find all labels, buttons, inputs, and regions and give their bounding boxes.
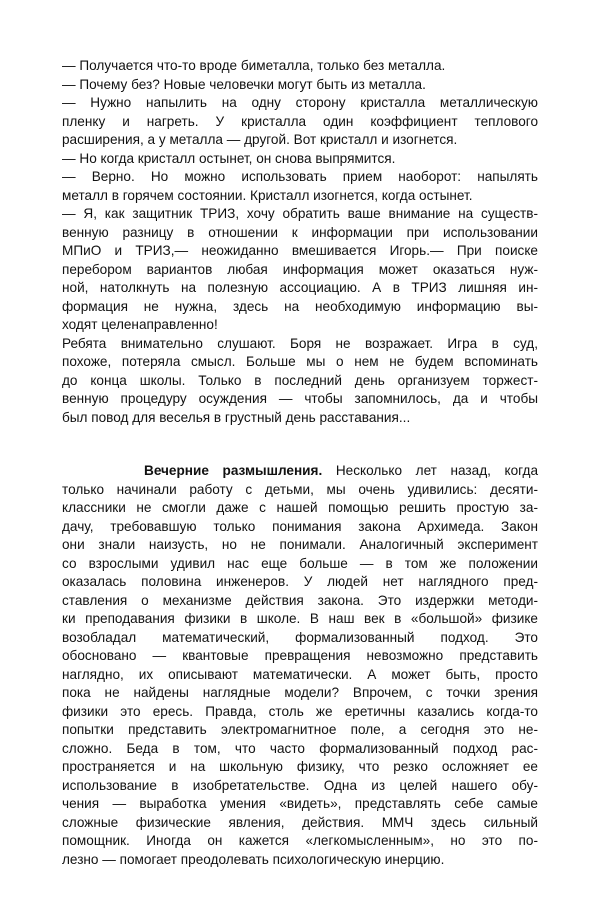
section-first-line-text: Несколько лет назад, когда [322, 463, 538, 478]
text-line: сложно. Беда в том, что часто формализованный подход рас- [62, 740, 538, 756]
text-line: классники не смогли даже с нашей помощью решить простую за- [62, 500, 538, 515]
text-line: до конца школы. Только в последний день организуем торжест- [62, 372, 538, 388]
text-line: перебором вариантов любая информация может оказаться нуж- [62, 261, 538, 277]
text-line: возобладал математический, формализованный подход. Это [62, 629, 538, 645]
text-line: со взрослыми удивил нас еще больше — в том же положении [62, 555, 538, 571]
text-line: сложные физические явления, действия. ММЧ здесь сильный [62, 814, 538, 830]
book-page [62, 57, 538, 869]
text-line: Ребята внимательно слушают. Боря не возражает. Игра в суд, [62, 335, 538, 351]
section-first-line [62, 462, 538, 481]
text-line: пространяется и на школьную физику, что резко осложняет ее [62, 759, 538, 774]
text-line: венную разницу в отношении к информации при использовании [62, 224, 538, 240]
text-line: пока не найдены наглядные модели? Впрочем, с точки зрения [62, 685, 538, 700]
text-line: дачу, требовавшую только понимания закона Архимеда. Закон [62, 518, 538, 534]
text-line: — Нужно напылить на одну сторону кристалла металлическую [62, 95, 538, 110]
text-line: физики это ересь. Правда, столь же еретичны казались когда-то [62, 703, 538, 719]
text-line: формация не нужна, здесь на необходимую информацию вы- [62, 298, 538, 314]
text-line: расширения, а у металла — другой. Вот кристалл и изогнется. [62, 132, 458, 147]
text-line: помощник. Иногда он кажется «легкомысленным», но это по- [62, 833, 538, 848]
text-line: обосновано — квантовые превращения невозможно представить [62, 648, 538, 663]
text-line: МПиО и ТРИЗ,— неожиданно вмешивается Игорь.— При поиске [62, 243, 538, 258]
text-line: венную процедуру осуждения — чтобы запомнилось, да и чтобы [62, 391, 538, 406]
text-line: наглядно, их описывают математически. А может быть, просто [62, 666, 538, 682]
dialogue-block [62, 57, 538, 427]
text-line: пленку и нагреть. У кристалла один коэффициент теплового [62, 113, 538, 129]
text-line: — Получается что-то вроде биметалла, только без металла. [62, 58, 446, 73]
text-line: ставления о механизме действия закона. Это издержки методи- [62, 592, 538, 608]
text-line: — Верно. Но можно использовать прием наоборот: напылять [62, 169, 538, 184]
text-line: они знали наизусть, но не понимали. Аналогичный эксперимент [62, 537, 538, 552]
section-gap [62, 427, 538, 462]
text-line: использование в изобретательстве. Одна из целей нашего обу- [62, 777, 538, 793]
text-line: чения — выработка умения «видеть», представлять себе самые [62, 796, 538, 811]
text-line: был повод для веселья в грустный день расставания... [62, 409, 411, 425]
text-line: — Почему без? Новые человечки могут быть из металла. [62, 76, 426, 92]
text-line: только начинали работу с детьми, мы очень удивились: десяти- [62, 481, 538, 497]
text-line: — Я, как защитник ТРИЗ, хочу обратить ваше внимание на существ- [62, 206, 538, 221]
text-line: ки преподавания физики в школе. В наш век в «большой» физике [62, 611, 538, 626]
text-line: попытки представить электромагнитное поле, а сегодня это не- [62, 722, 538, 737]
text-line: — Но когда кристалл остынет, он снова выпрямится. [62, 150, 396, 166]
text-line: ходят целенаправленно! [62, 317, 218, 332]
text-line: оказалась половина инженеров. У людей нет наглядного пред- [62, 574, 538, 589]
text-line: ной, натолкнуть на полезную ассоциацию. А в ТРИЗ лишняя ин- [62, 280, 538, 295]
evening-reflections-section [62, 462, 538, 869]
text-line: похоже, потеряла смысл. Больше мы о нем не будем вспоминать [62, 354, 538, 369]
section-heading: Вечерние размышления. [144, 463, 323, 478]
text-line: лезно — помогает преодолевать психологическую инерцию. [62, 851, 445, 867]
text-line: металл в горячем состоянии. Кристалл изогнется, когда остынет. [62, 187, 473, 203]
